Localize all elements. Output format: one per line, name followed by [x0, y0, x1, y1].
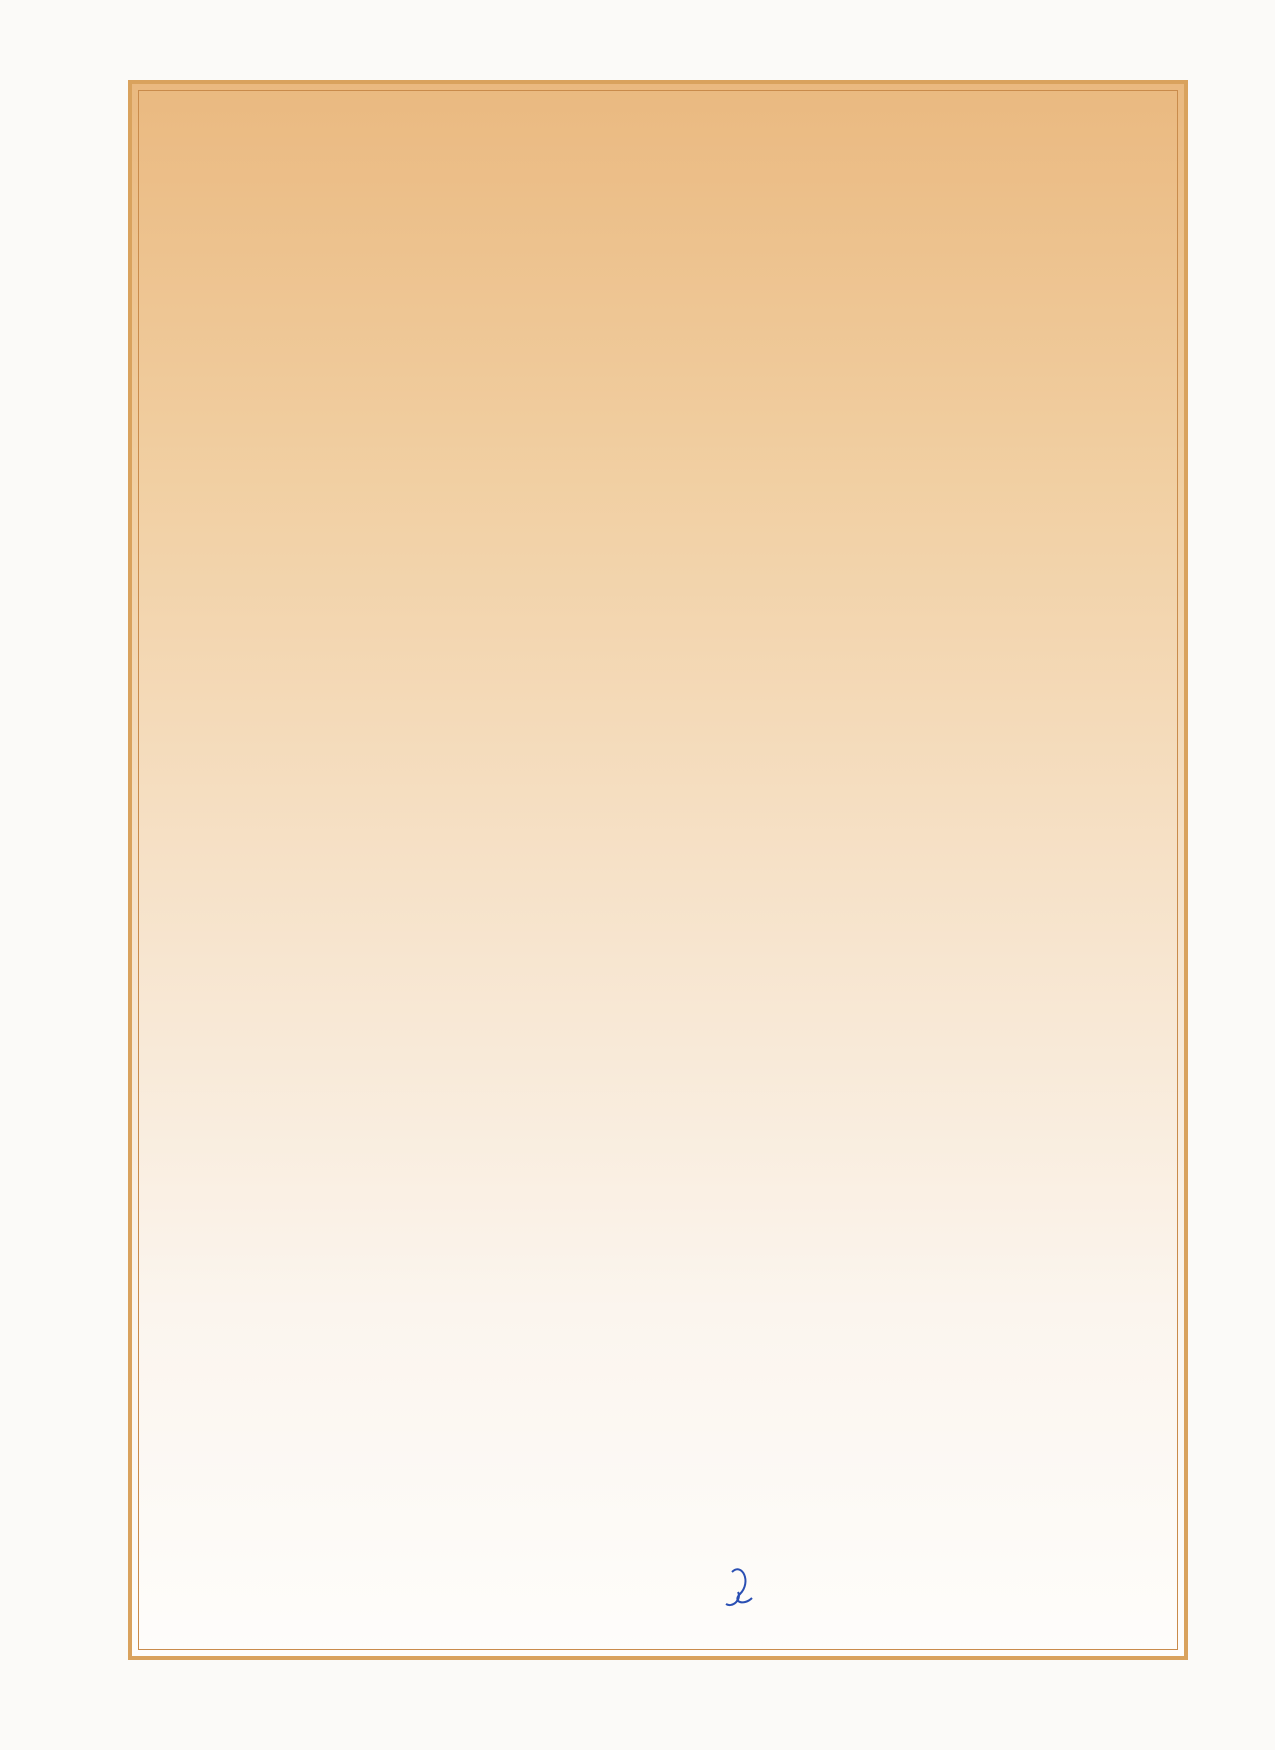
frame-inner-border	[138, 90, 1178, 1650]
ornament-border-right	[1144, 134, 1170, 1606]
signature-block	[182, 1530, 1132, 1620]
ornament-border-left	[146, 134, 172, 1606]
certificate-frame	[128, 80, 1188, 1660]
handwritten-signature	[582, 1542, 762, 1612]
ornament-border-top	[154, 106, 1162, 132]
